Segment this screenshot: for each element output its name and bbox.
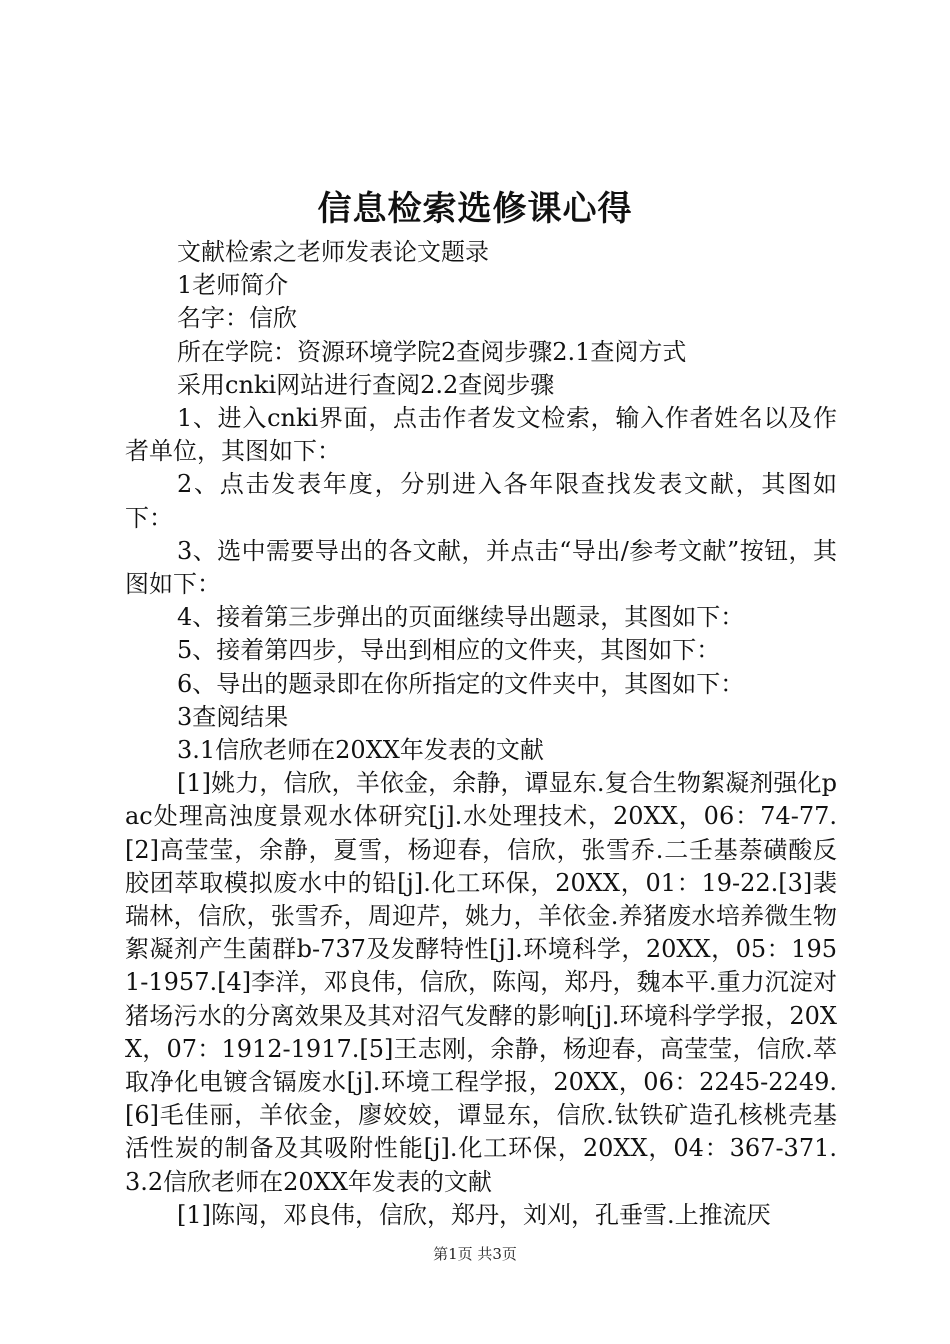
paragraph: 所在学院：资源环境学院2查阅步骤2.1查阅方式 [177,337,687,366]
page-footer: 第1页 共3页 [433,1245,517,1263]
paragraph: 6、导出的题录即在你所指定的文件夹中，其图如下： [177,669,745,698]
paragraph: 名字：信欣 [177,304,297,333]
paragraph: 5、接着第四步，导出到相应的文件夹，其图如下： [177,636,721,665]
paragraph: 3、选中需要导出的各文献，并点击“导出/参考文献”按钮，其图如下： [125,536,837,599]
paragraph: 3.1信欣老师在20XX年发表的文献 [177,736,544,765]
paragraph: 2、点击发表年度，分别进入各年限查找发表文献，其图如下： [125,470,837,532]
document-body [125,236,837,1232]
paragraph: 采用cnki网站进行查阅2.2查阅步骤 [177,370,555,399]
paragraph: 1、进入cnki界面，点击作者发文检索，输入作者姓名以及作者单位，其图如下： [125,404,837,466]
paragraph: 3查阅结果 [177,702,289,731]
paragraph: 4、接着第三步弹出的页面继续导出题录，其图如下： [177,603,745,632]
document-title: 信息检索选修课心得 [317,189,633,229]
paragraph: 1老师简介 [177,271,289,300]
references-paragraph: [1]姚力，信欣，羊依金，余静，谭显东.复合生物絮凝剂强化pac处理高浊度景观水体研究[j].水处理技术，20XX，06：74-77.[2]高莹莹，余静，夏雪，杨迎春，信欣，张雪乔.二壬基萘磺酸反胶团萃取模拟废水中的铅[j].化工环保，20XX，01：19-22.[3]裴瑞林，信欣，张雪乔，周迎芹，姚力，羊依金.养猪废水培养微生物絮凝剂产生菌群b-737及发酵特性[j].环境科学，20XX，05：1951-1957.[4]李洋，邓良伟，信欣，陈闯，郑丹，魏本平.重力沉淀对猪场污水的分离效果及其对沼气发酵的影响[j].环境科学学报，20XX，07：1912-1917.[5]王志刚，余静，杨迎春，高莹莹，信欣.萃取净化电镀含镉废水[j].环境工程学报，20XX，06：2245-2249.[6]毛佳丽，羊依金，廖姣姣，谭显东，信欣.钛铁矿造孔核桃壳基活性炭的制备及其吸附性能[j].化工环保，20XX，04：367-371.3.2信欣老师在20XX年发表的文献 [125,769,837,1196]
paragraph: 文献检索之老师发表论文题录 [177,238,489,266]
paragraph: [1]陈闯，邓良伟，信欣，郑丹，刘刈，孔垂雪.上推流厌 [177,1200,771,1229]
